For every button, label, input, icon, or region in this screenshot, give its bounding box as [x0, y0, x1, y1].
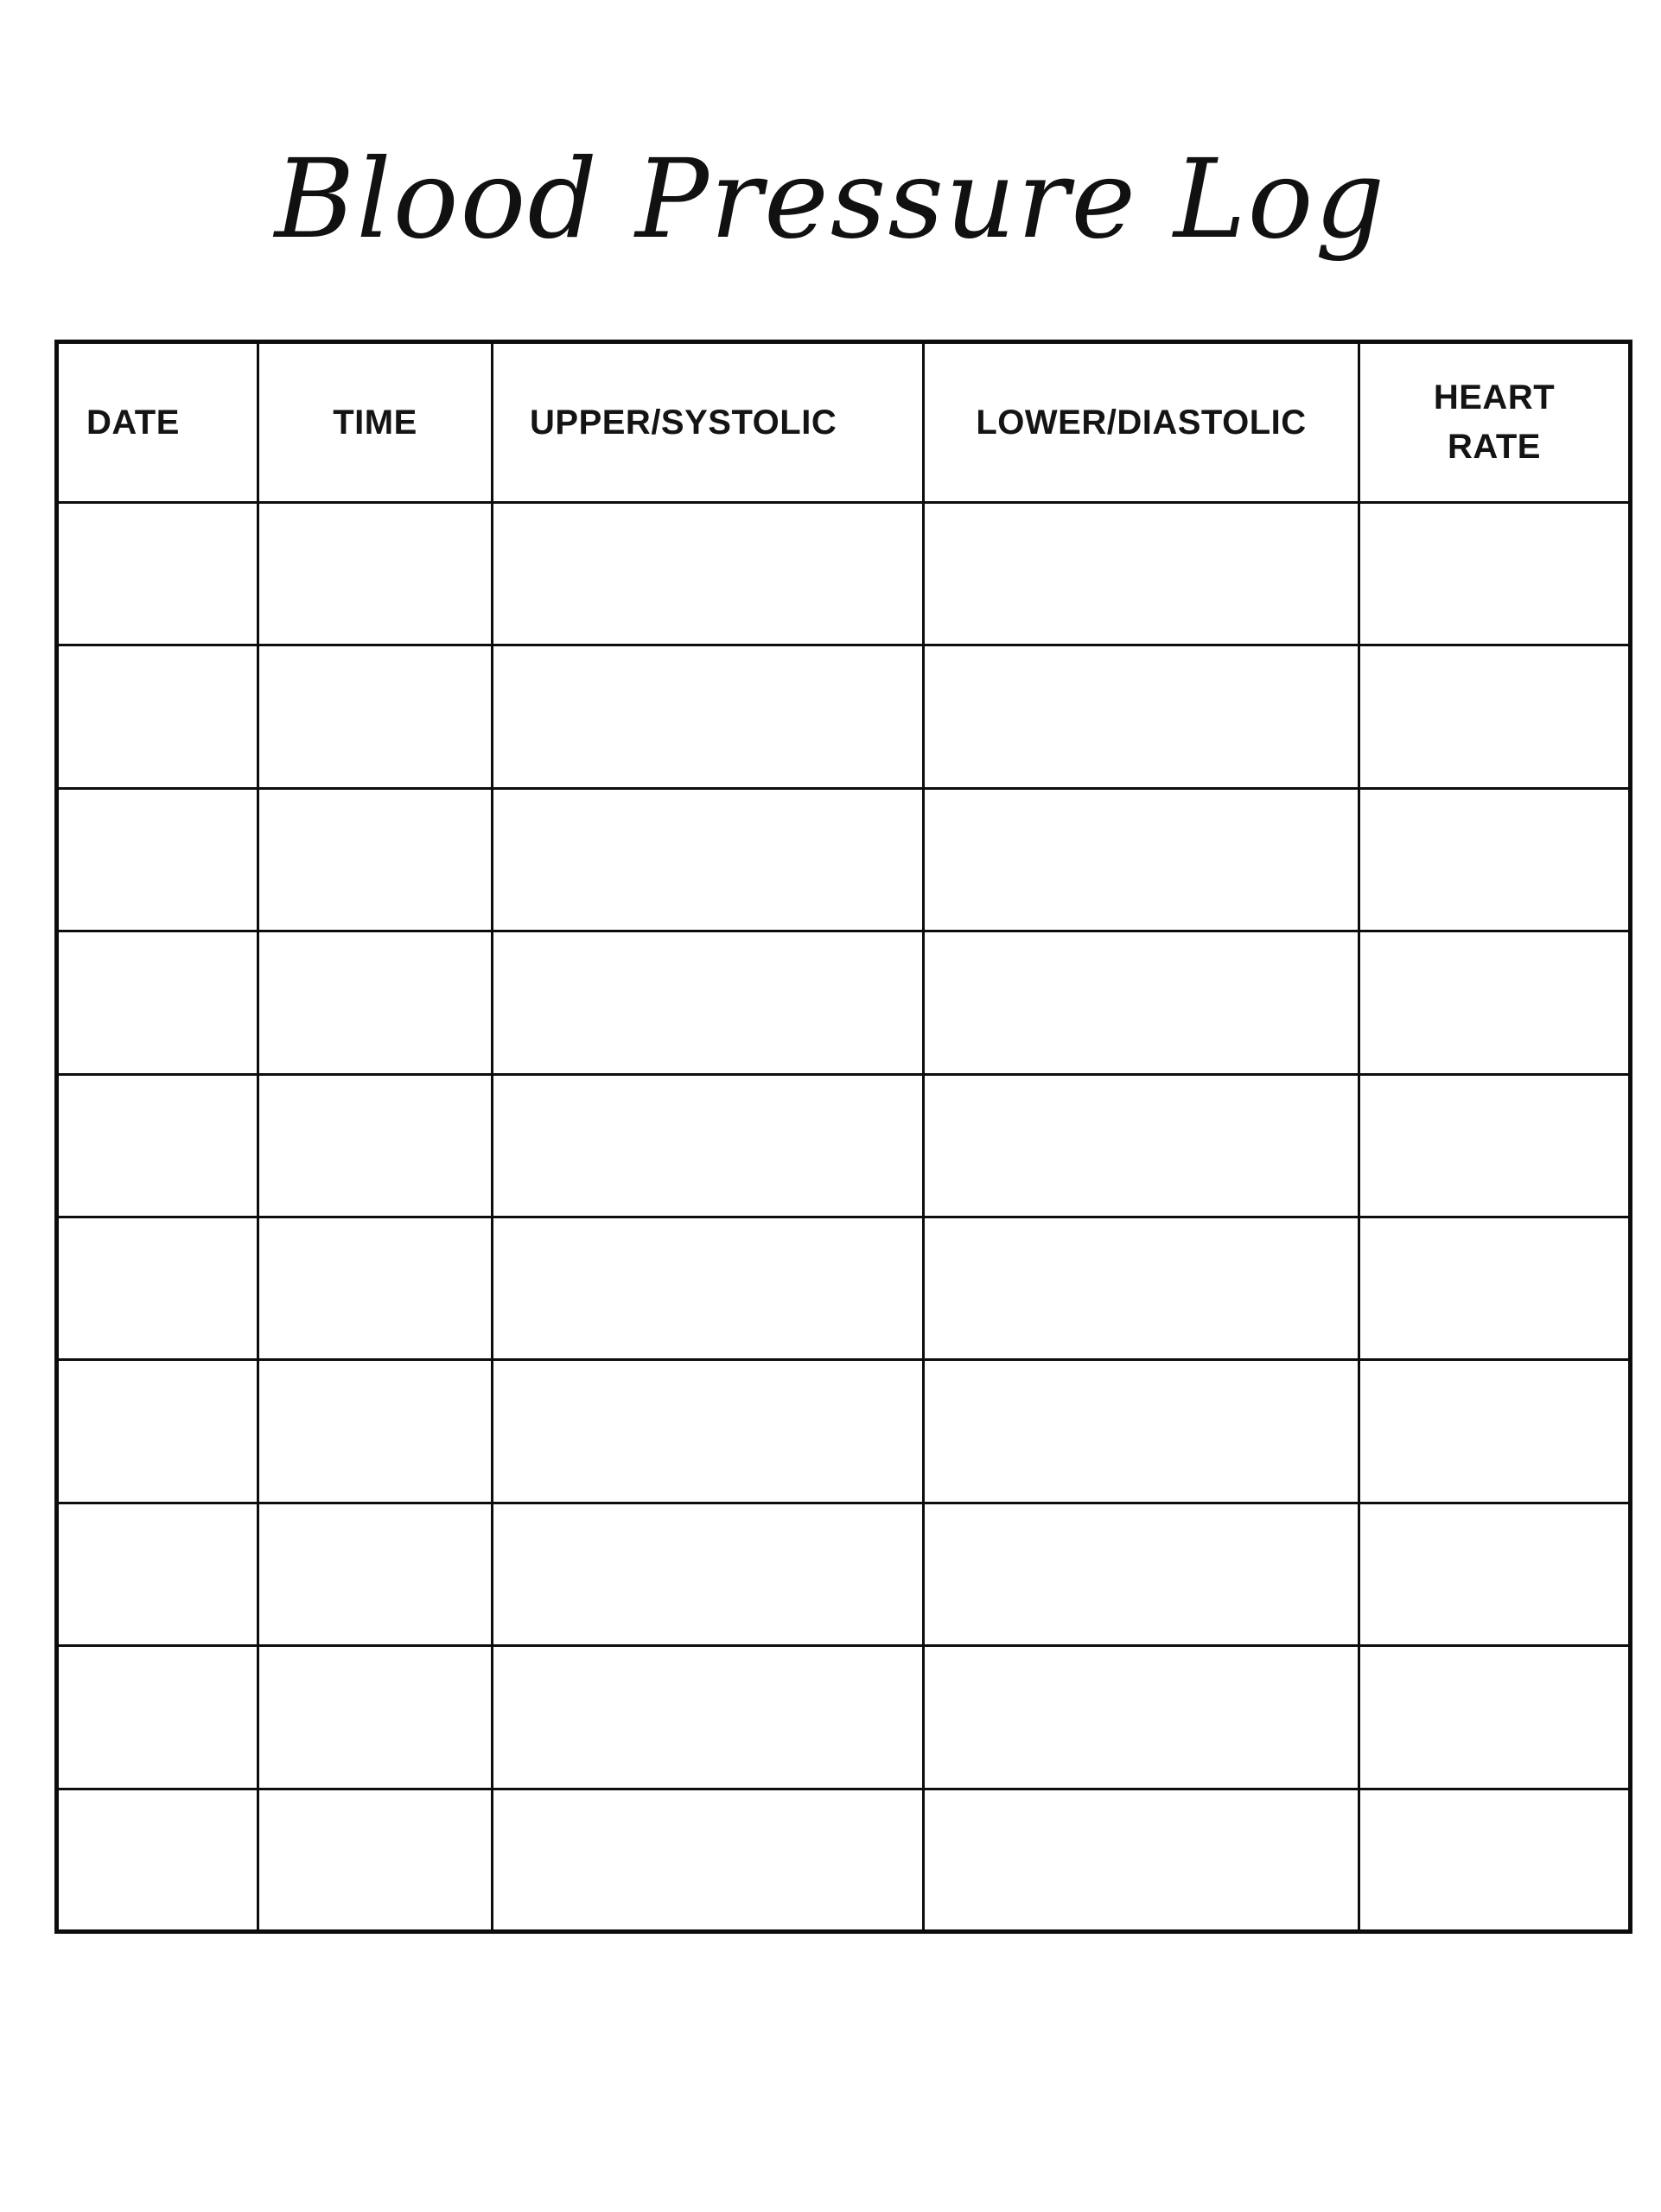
cell-time	[258, 1503, 493, 1645]
cell-date	[57, 645, 258, 788]
cell-lower_diastolic	[924, 1646, 1359, 1789]
cell-upper_systolic	[493, 1646, 924, 1789]
cell-lower_diastolic	[924, 645, 1359, 788]
table-row	[57, 1360, 1631, 1503]
cell-heart_rate	[1359, 1360, 1631, 1503]
cell-upper_systolic	[493, 1074, 924, 1217]
cell-heart_rate	[1359, 1503, 1631, 1645]
table-row	[57, 645, 1631, 788]
cell-date	[57, 1789, 258, 1931]
cell-lower_diastolic	[924, 1789, 1359, 1931]
cell-date	[57, 1360, 258, 1503]
cell-upper_systolic	[493, 1217, 924, 1359]
cell-lower_diastolic	[924, 1217, 1359, 1359]
cell-heart_rate	[1359, 1789, 1631, 1931]
cell-date	[57, 1503, 258, 1645]
cell-heart_rate	[1359, 503, 1631, 645]
page-title: Blood Pressure Log	[274, 136, 1387, 263]
cell-upper_systolic	[493, 1360, 924, 1503]
column-header-date: DATE	[57, 342, 258, 503]
cell-time	[258, 931, 493, 1074]
cell-heart_rate	[1359, 1646, 1631, 1789]
cell-lower_diastolic	[924, 788, 1359, 931]
table-row	[57, 1217, 1631, 1359]
cell-date	[57, 1074, 258, 1217]
cell-date	[57, 1646, 258, 1789]
table-row	[57, 788, 1631, 931]
cell-time	[258, 503, 493, 645]
cell-time	[258, 645, 493, 788]
cell-upper_systolic	[493, 1789, 924, 1931]
cell-upper_systolic	[493, 645, 924, 788]
table-row	[57, 1789, 1631, 1931]
cell-lower_diastolic	[924, 1074, 1359, 1217]
cell-heart_rate	[1359, 1217, 1631, 1359]
table-header	[57, 342, 1631, 503]
cell-lower_diastolic	[924, 503, 1359, 645]
cell-heart_rate	[1359, 645, 1631, 788]
table-row	[57, 1074, 1631, 1217]
column-header-heart-rate: HEART RATE	[1359, 342, 1631, 503]
cell-lower_diastolic	[924, 1360, 1359, 1503]
cell-time	[258, 1074, 493, 1217]
cell-upper_systolic	[493, 1503, 924, 1645]
cell-heart_rate	[1359, 931, 1631, 1074]
table-row	[57, 503, 1631, 645]
table-row	[57, 931, 1631, 1074]
cell-upper_systolic	[493, 931, 924, 1074]
cell-lower_diastolic	[924, 1503, 1359, 1645]
cell-date	[57, 788, 258, 931]
cell-time	[258, 1789, 493, 1931]
table-row	[57, 1646, 1631, 1789]
cell-date	[57, 503, 258, 645]
table-body	[57, 503, 1631, 1932]
cell-time	[258, 1217, 493, 1359]
column-header-lower-diastolic: LOWER/DIASTOLIC	[924, 342, 1359, 503]
cell-upper_systolic	[493, 503, 924, 645]
cell-time	[258, 788, 493, 931]
cell-heart_rate	[1359, 788, 1631, 931]
cell-date	[57, 931, 258, 1074]
column-header-time: TIME	[258, 342, 493, 503]
header-row	[57, 342, 1631, 503]
cell-lower_diastolic	[924, 931, 1359, 1074]
table-row	[57, 1503, 1631, 1645]
cell-date	[57, 1217, 258, 1359]
cell-time	[258, 1360, 493, 1503]
cell-time	[258, 1646, 493, 1789]
column-header-upper-systolic: UPPER/SYSTOLIC	[493, 342, 924, 503]
cell-heart_rate	[1359, 1074, 1631, 1217]
cell-upper_systolic	[493, 788, 924, 931]
blood-pressure-table	[54, 340, 1632, 1934]
